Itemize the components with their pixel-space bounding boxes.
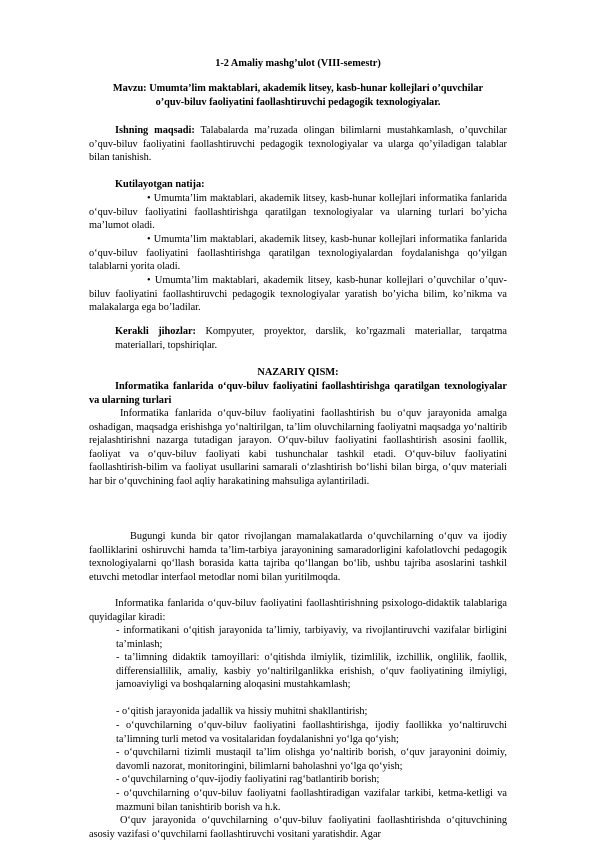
- result-item: [89, 233, 507, 274]
- goal-label: Ishning maqsadi:: [115, 125, 195, 136]
- bullet-icon: •: [147, 193, 154, 204]
- bullet-icon: •: [147, 275, 155, 286]
- requirement-item: - o‘qitish jarayonida jadallik va hissiy muhitni shakllantirish;: [116, 706, 368, 717]
- requirement-item: - informatikani o‘qitish jarayonida ta’limiy, tarbiyaviy, va rivojlantiruvchi vazifalar birligini ta’minlash;: [116, 625, 507, 650]
- equipment-label: Kerakli jihozlar:: [115, 326, 196, 337]
- topic-line-2: o’quv-biluv faoliyatini faollashtiruvchi pedagogik texnologiyalar.: [155, 96, 441, 108]
- result-item: [89, 192, 507, 233]
- result-text: Umumta’lim maktablari, akademik litsey, kasb-hunar kollejlari informatika fanlarida o‘quv-biluv faoliyatini faollashtirishga qaratilgan texnologiyalar va ularning turlari bo’yicha ma’lumot oladi.: [89, 193, 507, 231]
- topic-heading: [89, 82, 507, 109]
- equipment-text: Kompyuter, proyektor, darslik, ko’rgazmali materiallar, tarqatma materiallari, topshiriqlar.: [115, 326, 507, 351]
- section-heading: Informatika fanlarida o‘quv-biluv faoliyatini faollashtirishga qaratilgan texnologiyalar va ularning turlari: [89, 381, 507, 406]
- result-text: Umumta’lim maktablari, akademik litsey, kasb-hunar kollejlari o’quvchilar o’quv-biluv faoliyatini faollashtiruvchi pedagogik texnologiyalar yaratish bo’yicha bilim, ko’nikma va malakalarga ega bo’ladilar.: [89, 275, 507, 313]
- paragraph-1: Informatika fanlarida o‘quv-biluv faoliyatini faollashtirish bu o‘quv jarayonida amalga oshadigan, maqsadga erishishga yo‘naltirilgan, ta’lim oluvchilarning faoliyatni maqsadga yo‘naltirib rejalashtirishni nazarga tutadigan jarayon. O‘quv-biluv faoliyatini faollashtirish asosini faollik, faoliyat va o‘quv-biluv faoliyati kabi tushunchalar tashkil etadi. O‘quv-biluv faoliyatini faollashtirish-bilim va faoliyat usullarini samarali o‘zlashtirish bo‘lishi bilan birga, o‘quv materiali har bir o‘quvchining faol aqliy harakatining mahsuliga aylantiriladi.: [89, 408, 507, 487]
- requirement-item: - o‘quvchilarning o‘quv-biluv faoliyatni faollashtiradigan vazifalar tarkibi, ketma-ketligi va mazmuni bilan tanishtirib borish va h.k.: [116, 788, 507, 813]
- equipment-paragraph: [115, 325, 507, 352]
- paragraph-2: Bugungi kunda bir qator rivojlangan mamalakatlarda o‘quvchilarning o‘quv va ijodiy faolliklarini oshiruvchi hamda ta’lim-tarbiya jarayonining samaradorligini kafolatlovchi pedagogik texnologiyalarni qo‘llash borasida katta tajriba qo‘llangan bo‘lib, ushbu tajriba asoslarini tashkil etuvchi metodlar interfaol metodlar nomi bilan yuritilmoqda.: [89, 531, 507, 583]
- requirement-item: - o‘quvchilarning o‘quv-ijodiy faoliyatini rag‘batlantirib borish;: [116, 774, 380, 785]
- topic-line-1: Mavzu: Umumta’lim maktablari, akademik litsey, kasb-hunar kollejlari o’quvchilar: [112, 83, 484, 94]
- result-item: [89, 274, 507, 315]
- bullet-icon: •: [147, 234, 154, 245]
- theory-heading: NAZARIY QISM:: [257, 367, 339, 378]
- goal-paragraph: [89, 124, 507, 165]
- page-title: 1-2 Amaliy mashg’ulot (VIII-semestr): [215, 58, 381, 69]
- paragraph-3: Informatika fanlarida o‘quv-biluv faoliyatini faollashtirishning psixologo-didaktik talablariga quyidagilar kiradi:: [89, 598, 507, 623]
- result-text: Umumta’lim maktablari, akademik litsey, kasb-hunar kollejlari informatika fanlarida o‘quv-biluv faoliyatini faollashtirishga qaratilgan texnologiyalardan foydalanishga qo‘yilgan talablarni yorita oladi.: [89, 234, 507, 272]
- goal-text: Talabalarda ma’ruzada olingan bilimlarni mustahkamlash, o’quvchilar o’quv-biluv faoliyatini faollashtiruvchi pedagogik texnologiyalar va ularga qo’yiladigan talablar bilan tanishish.: [89, 125, 507, 163]
- requirement-item: - o‘quvchilarning o‘quv-biluv faoliyatini faollashtirishga, ijodiy faollikka yo‘naltiruvchi ta’limning turli metod va vositalaridan foydalanishni yo‘lga qo‘yish;: [116, 720, 507, 745]
- requirement-item: - o‘quvchilarni tizimli mustaqil ta’lim olishga yo‘naltirib borish, o‘quv jarayonini doimiy, davomli nazorat, monitoringini, bilimlarni baholashni yo‘lga qo‘yish;: [116, 747, 507, 772]
- results-label: Kutilayotgan natija:: [115, 179, 205, 190]
- requirement-item: - ta’limning didaktik tamoyillari: o‘qitishda ilmiylik, tizimlilik, izchillik, onglilik, faollik, differensiallilik, amaliy, kasbiy yo‘naltirilganlikka erishish, o‘quv faoliyatining ilmiyligi, jamoaviyligi va boshqalarning aloqasini mustahkamlash;: [116, 652, 507, 690]
- paragraph-4: O‘quv jarayonida o‘quvchilarning o‘quv-biluv faoliyatini faollashtirishda o‘qituvchining asosiy vazifasi o‘quvchilarni faollashtiruvchi vositani yaratishdir. Agar: [89, 815, 507, 840]
